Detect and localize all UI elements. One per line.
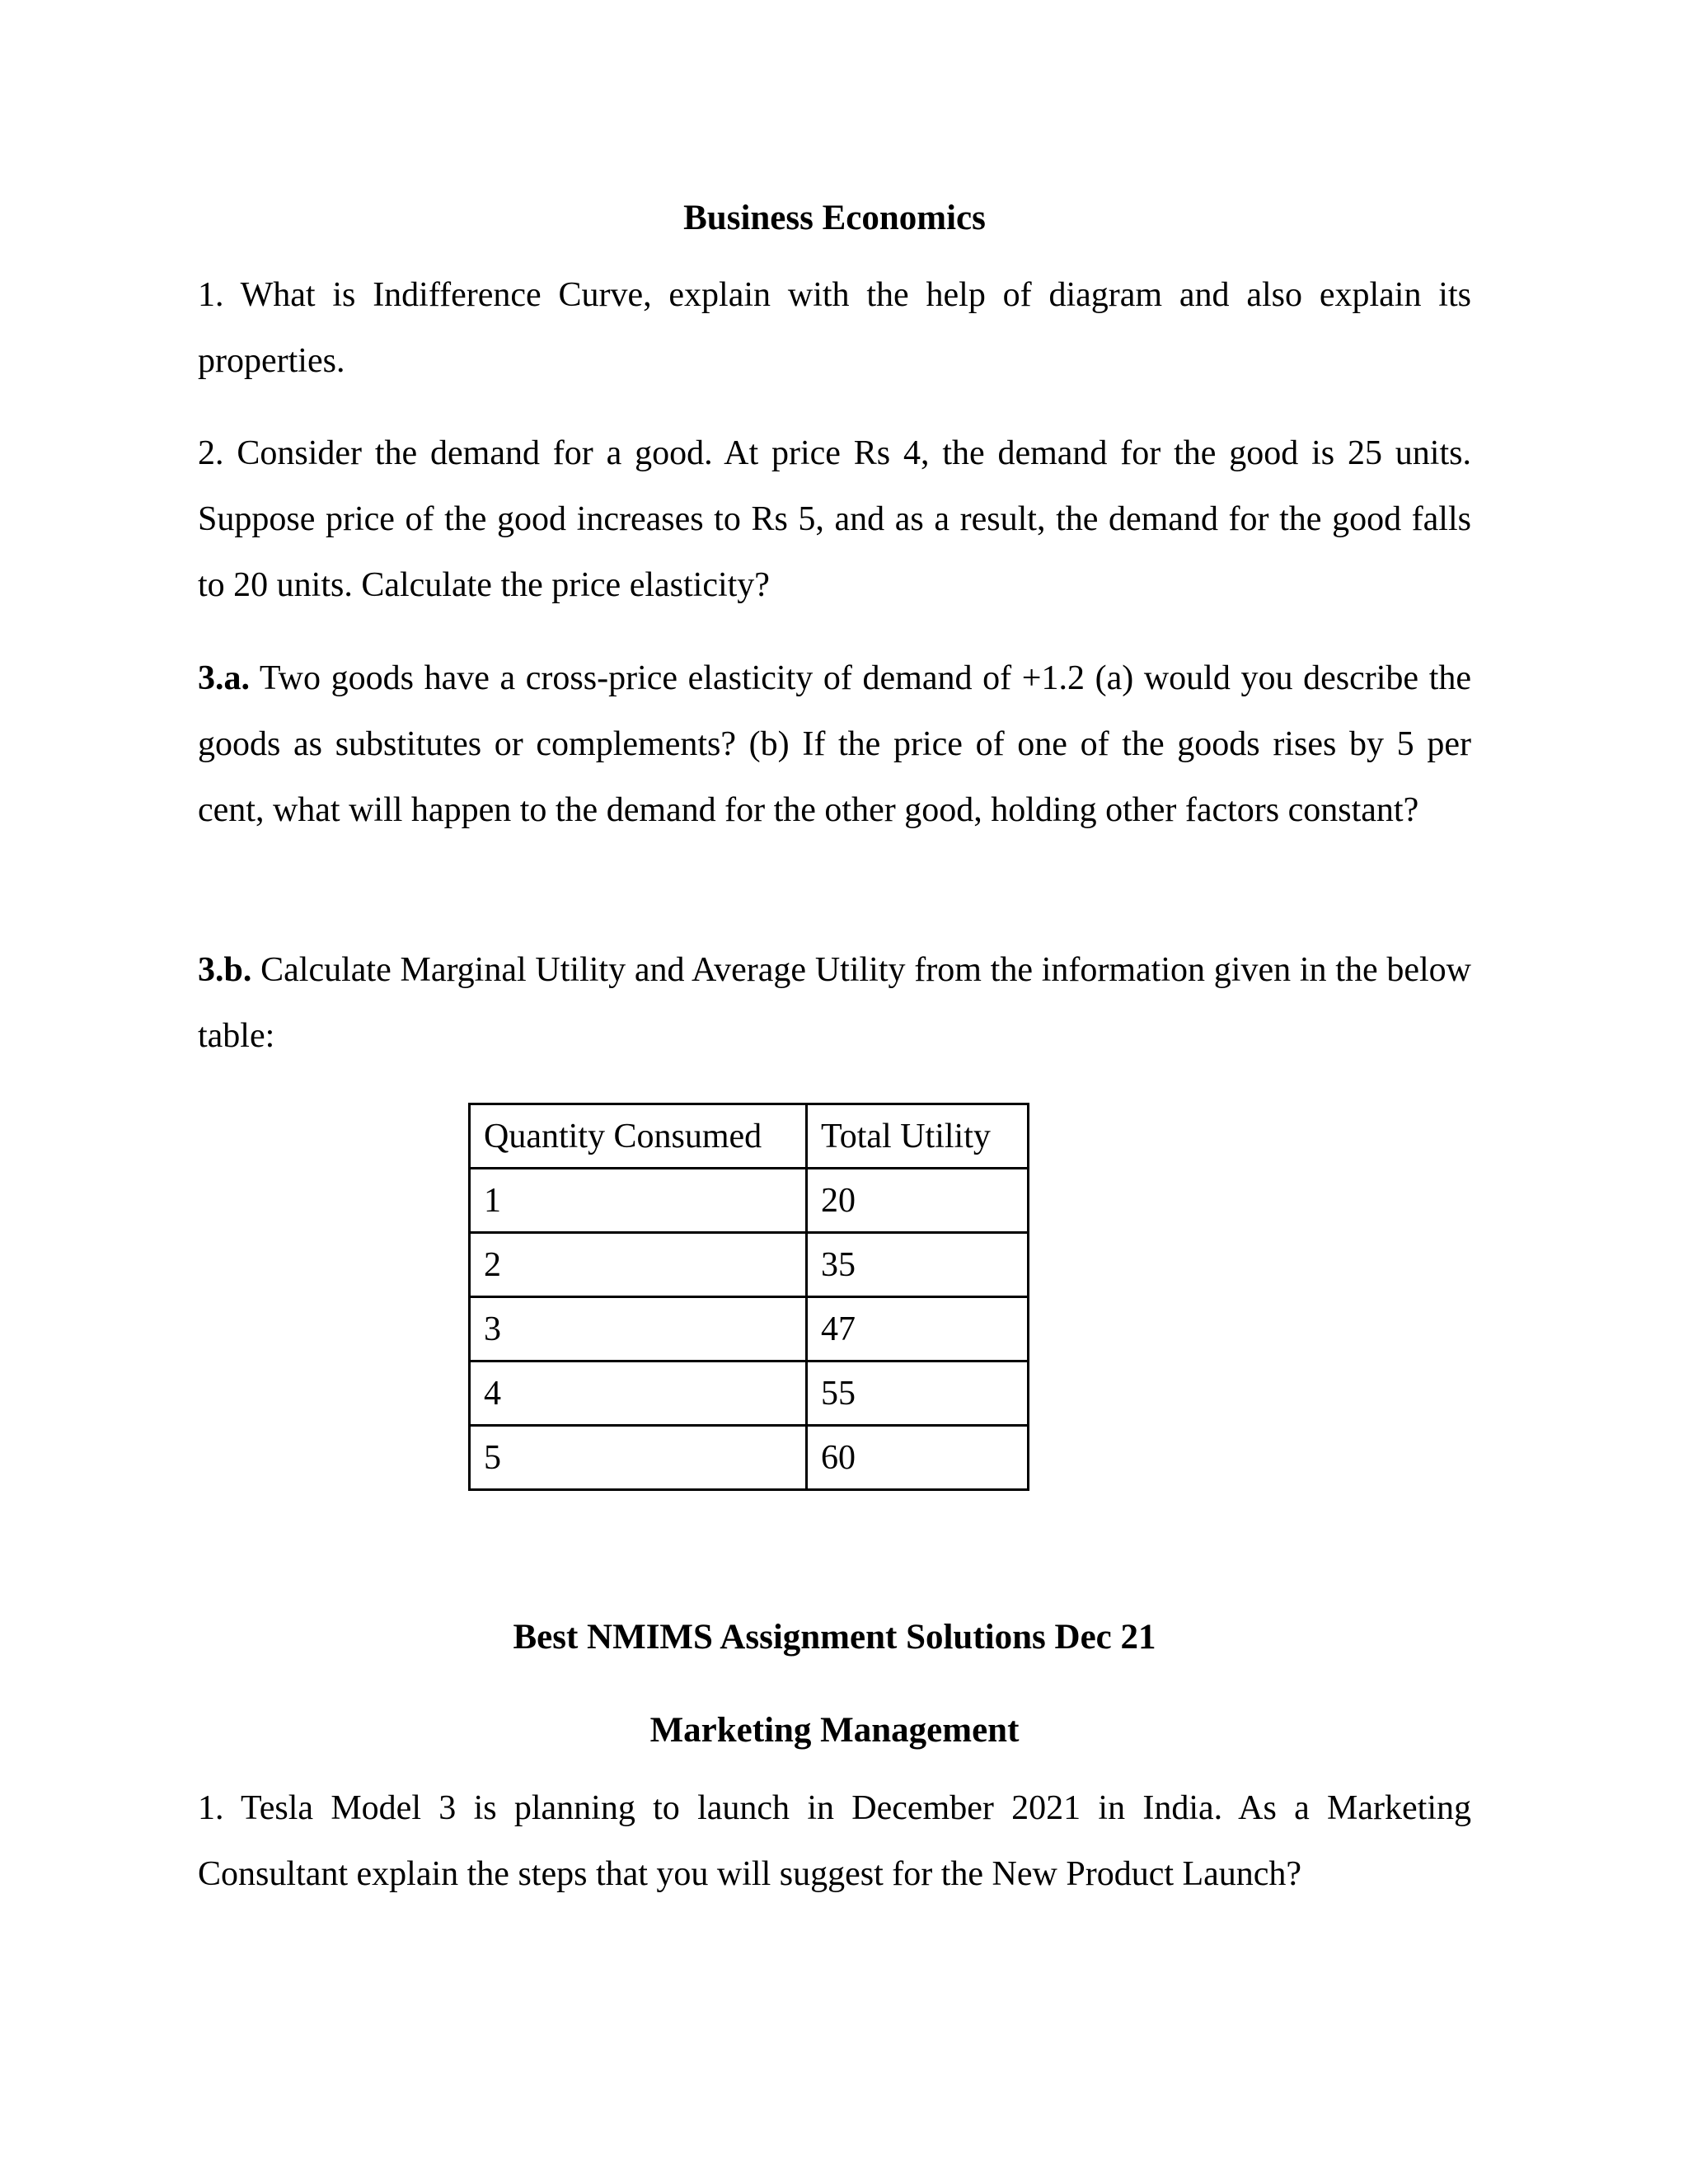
table-row [470, 1426, 1029, 1490]
table-cell: 5 [470, 1426, 807, 1490]
heading-marketing-management: Marketing Management [649, 1711, 1020, 1750]
table-cell: 1 [470, 1169, 807, 1233]
table-row [470, 1361, 1029, 1426]
column-header-total-utility: Total Utility [807, 1104, 1029, 1169]
table-cell: 2 [470, 1233, 807, 1297]
table-cell: 55 [807, 1361, 1029, 1426]
question-3b [198, 937, 1471, 1069]
promo-heading: Best NMIMS Assignment Solutions Dec 21 [513, 1618, 1156, 1657]
table-cell: 3 [470, 1297, 807, 1361]
question-3a-text: Two goods have a cross-price elasticity of demand of +1.2 (a) would you describe the goods as substitutes or complements? (b) If the price of one of the goods rises by 5 per cent, what will happen to the demand for the other good, holding other factors constant? [198, 659, 1471, 829]
table-row [470, 1233, 1029, 1297]
column-header-quantity: Quantity Consumed [470, 1104, 807, 1169]
table-row [470, 1297, 1029, 1361]
question-3a-label: 3.a. [198, 659, 250, 697]
marketing-question-1: 1. Tesla Model 3 is planning to launch in December 2021 in India. As a Marketing Consultant explain the steps that you will suggest for the New Product Launch? [198, 1789, 1471, 1893]
heading-business-economics: Business Economics [683, 199, 986, 237]
table-cell: 20 [807, 1169, 1029, 1233]
question-3a [198, 645, 1471, 843]
table-cell: 35 [807, 1233, 1029, 1297]
table-cell: 60 [807, 1426, 1029, 1490]
table-cell: 4 [470, 1361, 807, 1426]
question-2: 2. Consider the demand for a good. At price Rs 4, the demand for the good is 25 units. Suppose price of the good increases to Rs 5, and as a result, the demand for the good falls to 20 units. Calculate the price elasticity? [198, 434, 1471, 604]
question-1: 1. What is Indifference Curve, explain with the help of diagram and also explain its properties. [198, 276, 1471, 380]
question-3b-text: Calculate Marginal Utility and Average Utility from the information given in the below table: [198, 951, 1471, 1055]
table-header-row [470, 1104, 1029, 1169]
table-row [470, 1169, 1029, 1233]
table-cell: 47 [807, 1297, 1029, 1361]
question-3b-label: 3.b. [198, 951, 252, 989]
utility-table [468, 1103, 1029, 1491]
